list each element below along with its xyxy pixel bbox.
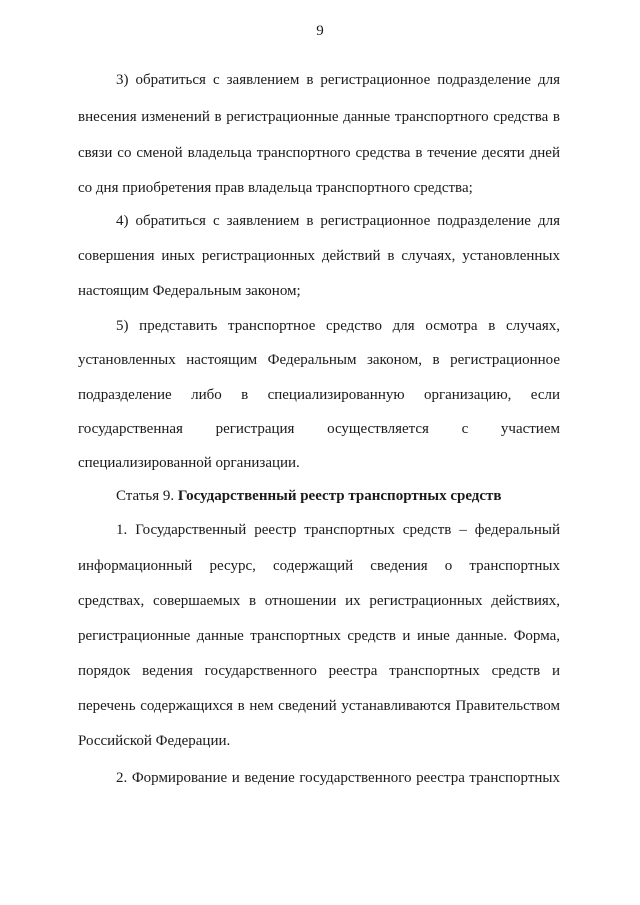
paragraph-line: 4) обратиться с заявлением в регистрационное подразделение для	[116, 213, 560, 229]
article-number: Статья 9.	[116, 488, 175, 504]
page-number: 9	[316, 23, 324, 39]
paragraph-line: настоящим Федеральным законом;	[78, 283, 301, 299]
paragraph-line: 3) обратиться с заявлением в регистрационное подразделение для	[116, 72, 560, 88]
paragraph-line: 2. Формирование и ведение государственного реестра транспортных	[116, 770, 560, 786]
paragraph-line: подразделение либо в специализированную организацию, если	[78, 387, 560, 403]
paragraph-line: регистрационные данные транспортных средств и иные данные. Форма,	[78, 628, 560, 644]
paragraph-line: связи со сменой владельца транспортного средства в течение десяти дней	[78, 145, 560, 161]
paragraph-line: порядок ведения государственного реестра транспортных средств и	[78, 663, 560, 679]
article-heading	[116, 486, 502, 506]
paragraph-line: со дня приобретения прав владельца транспортного средства;	[78, 180, 473, 196]
paragraph-line: совершения иных регистрационных действий в случаях, установленных	[78, 248, 560, 264]
paragraph-line: информационный ресурс, содержащий сведения о транспортных	[78, 558, 560, 574]
paragraph-line: государственная регистрация осуществляется с участием	[78, 421, 560, 437]
paragraph-line: установленных настоящим Федеральным законом, в регистрационное	[78, 352, 560, 368]
article-title: Государственный реестр транспортных средств	[177, 488, 502, 504]
paragraph-line: перечень содержащихся в нем сведений устанавливаются Правительством	[78, 698, 560, 714]
paragraph-line: 5) представить транспортное средство для осмотра в случаях,	[116, 318, 560, 334]
paragraph-line: средствах, совершаемых в отношении их регистрационных действиях,	[78, 593, 560, 609]
paragraph-line: специализированной организации.	[78, 455, 300, 471]
paragraph-line: 1. Государственный реестр транспортных средств – федеральный	[116, 522, 560, 538]
paragraph-line: внесения изменений в регистрационные данные транспортного средства в	[78, 109, 560, 125]
paragraph-line: Российской Федерации.	[78, 733, 231, 749]
